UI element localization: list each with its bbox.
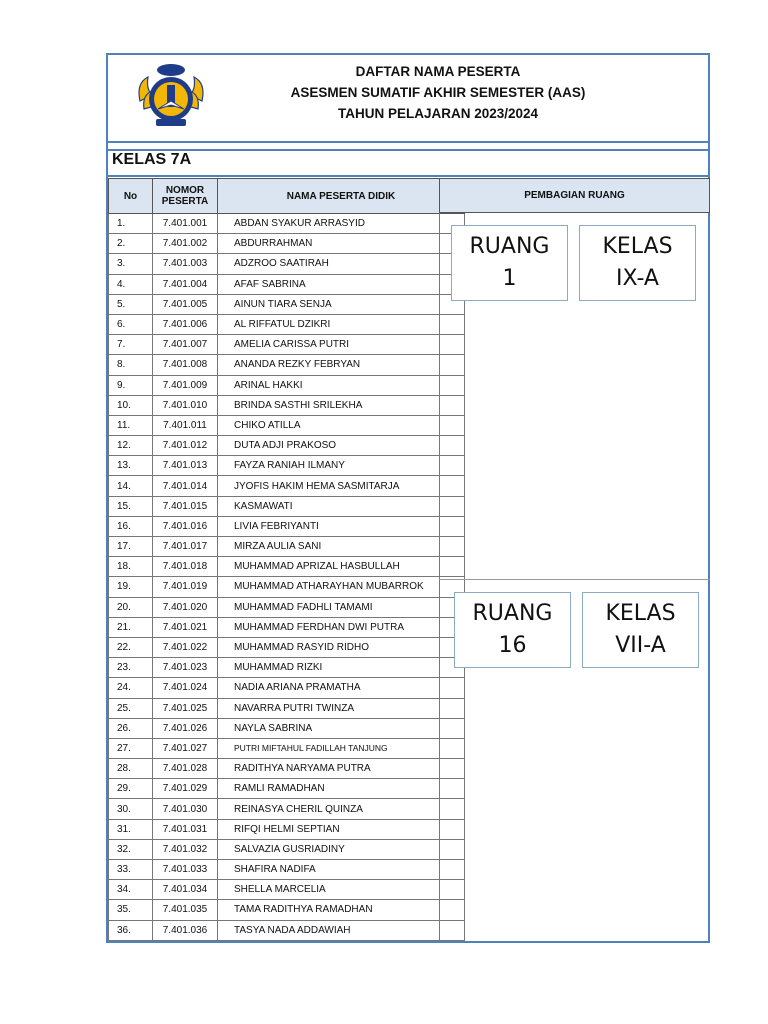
table-row (109, 436, 465, 456)
table-row (109, 395, 465, 415)
room-box-1 (451, 225, 568, 301)
room-label-2: RUANG (472, 601, 553, 626)
student-name: TAMA RADITHYA RAMADHAN (218, 900, 465, 920)
row-number: 7. (109, 335, 153, 355)
student-name: MUHAMMAD FERDHAN DWI PUTRA (218, 617, 465, 637)
title-line-1: DAFTAR NAMA PESERTA (355, 64, 521, 79)
participant-number: 7.401.001 (153, 214, 218, 234)
table-row (109, 456, 465, 476)
participant-number: 7.401.019 (153, 577, 218, 597)
row-number: 9. (109, 375, 153, 395)
table-row (109, 214, 465, 234)
row-number: 15. (109, 496, 153, 516)
student-name: REINASYA CHERIL QUINZA (218, 799, 465, 819)
header-divider-2 (108, 149, 708, 151)
row-number: 18. (109, 557, 153, 577)
student-table-body (109, 214, 465, 941)
row-number: 14. (109, 476, 153, 496)
table-row (109, 678, 465, 698)
student-name: RADITHYA NARYAMA PUTRA (218, 759, 465, 779)
row-number: 19. (109, 577, 153, 597)
participant-number: 7.401.004 (153, 274, 218, 294)
student-name: NAYLA SABRINA (218, 718, 465, 738)
column-header-no: No (109, 179, 153, 214)
row-number: 21. (109, 617, 153, 637)
participant-number: 7.401.008 (153, 355, 218, 375)
table-row (109, 738, 465, 758)
student-name: ADZROO SAATIRAH (218, 254, 465, 274)
student-name: ARINAL HAKKI (218, 375, 465, 395)
participant-number: 7.401.014 (153, 476, 218, 496)
table-row (109, 496, 465, 516)
row-number: 23. (109, 658, 153, 678)
row-number: 5. (109, 294, 153, 314)
participant-number: 7.401.009 (153, 375, 218, 395)
table-header-row (109, 179, 465, 214)
participant-number: 7.401.033 (153, 860, 218, 880)
table-row (109, 415, 465, 435)
row-number: 28. (109, 759, 153, 779)
title-line-3: TAHUN PELAJARAN 2023/2024 (337, 106, 539, 121)
participant-number: 7.401.011 (153, 415, 218, 435)
room-box-2 (454, 592, 571, 668)
class-label-1: KELAS (602, 234, 673, 259)
row-number: 35. (109, 900, 153, 920)
header-divider (108, 141, 708, 143)
table-row (109, 597, 465, 617)
student-name: SHELLA MARCELIA (218, 880, 465, 900)
table-row (109, 779, 465, 799)
participant-number: 7.401.016 (153, 516, 218, 536)
student-name: AFAF SABRINA (218, 274, 465, 294)
student-name: MUHAMMAD ATHARAYHAN MUBARROK (218, 577, 465, 597)
row-number: 16. (109, 516, 153, 536)
row-number: 12. (109, 436, 153, 456)
row-number: 11. (109, 415, 153, 435)
table-row (109, 759, 465, 779)
table-row (109, 860, 465, 880)
row-number: 2. (109, 234, 153, 254)
participant-number: 7.401.026 (153, 718, 218, 738)
table-row (109, 516, 465, 536)
participant-number: 7.401.035 (153, 900, 218, 920)
participant-number: 7.401.006 (153, 314, 218, 334)
row-number: 30. (109, 799, 153, 819)
student-name: RAMLI RAMADHAN (218, 779, 465, 799)
student-name: KASMAWATI (218, 496, 465, 516)
student-name: ANANDA REZKY FEBRYAN (218, 355, 465, 375)
participant-number: 7.401.010 (153, 395, 218, 415)
table-row (109, 819, 465, 839)
table-row (109, 314, 465, 334)
participant-number: 7.401.005 (153, 294, 218, 314)
row-number: 31. (109, 819, 153, 839)
student-name: FAYZA RANIAH ILMANY (218, 456, 465, 476)
row-number: 22. (109, 637, 153, 657)
table-row (109, 234, 465, 254)
table-row (109, 718, 465, 738)
student-name: MUHAMMAD APRIZAL HASBULLAH (218, 557, 465, 577)
participant-number: 7.401.022 (153, 637, 218, 657)
room-label-1: RUANG (469, 234, 550, 259)
participant-number: 7.401.023 (153, 658, 218, 678)
participant-number: 7.401.020 (153, 597, 218, 617)
school-logo-icon (134, 61, 208, 135)
participant-number: 7.401.021 (153, 617, 218, 637)
class-box-2 (582, 592, 699, 668)
class-box-1 (579, 225, 696, 301)
participant-number: 7.401.025 (153, 698, 218, 718)
column-header-nama: NAMA PESERTA DIDIK (218, 179, 465, 214)
room-number-1: 1 (502, 266, 517, 291)
table-row (109, 294, 465, 314)
row-number: 36. (109, 920, 153, 940)
participant-number: 7.401.015 (153, 496, 218, 516)
room-assignment-area (439, 213, 710, 943)
table-row (109, 375, 465, 395)
table-row (109, 637, 465, 657)
table-row (109, 698, 465, 718)
student-name: AL RIFFATUL DZIKRI (218, 314, 465, 334)
participant-number: 7.401.003 (153, 254, 218, 274)
row-number: 24. (109, 678, 153, 698)
room-group-divider (439, 579, 710, 580)
table-row (109, 537, 465, 557)
student-name: SALVAZIA GUSRIADINY (218, 839, 465, 859)
student-name: AMELIA CARISSA PUTRI (218, 335, 465, 355)
class-label-2: KELAS (605, 601, 676, 626)
table-row (109, 335, 465, 355)
participant-number: 7.401.018 (153, 557, 218, 577)
row-number: 8. (109, 355, 153, 375)
participant-number: 7.401.013 (153, 456, 218, 476)
row-number: 26. (109, 718, 153, 738)
table-row (109, 900, 465, 920)
participant-number: 7.401.028 (153, 759, 218, 779)
student-name: PUTRI MIFTAHUL FADILLAH TANJUNG (218, 738, 465, 758)
table-row (109, 799, 465, 819)
participant-number: 7.401.029 (153, 779, 218, 799)
student-name: MIRZA AULIA SANI (218, 537, 465, 557)
class-label: KELAS 7A (112, 151, 192, 168)
student-name: SHAFIRA NADIFA (218, 860, 465, 880)
row-number: 20. (109, 597, 153, 617)
column-header-nomor-line2: PESERTA (161, 196, 209, 207)
student-name: ABDAN SYAKUR ARRASYID (218, 214, 465, 234)
table-row (109, 557, 465, 577)
student-name: CHIKO ATILLA (218, 415, 465, 435)
table-row (109, 658, 465, 678)
participant-number: 7.401.002 (153, 234, 218, 254)
class-value-2: VII-A (615, 633, 666, 658)
table-row (109, 920, 465, 940)
student-name: MUHAMMAD FADHLI TAMAMI (218, 597, 465, 617)
table-row (109, 476, 465, 496)
participant-number: 7.401.027 (153, 738, 218, 758)
row-number: 13. (109, 456, 153, 476)
document-header (108, 55, 708, 141)
row-number: 10. (109, 395, 153, 415)
class-divider (108, 175, 708, 177)
student-name: JYOFIS HAKIM HEMA SASMITARJA (218, 476, 465, 496)
table-row (109, 274, 465, 294)
student-name: NADIA ARIANA PRAMATHA (218, 678, 465, 698)
title-line-2: ASESMEN SUMATIF AKHIR SEMESTER (AAS) (290, 85, 586, 100)
column-header-nomor-line1: NOMOR (165, 185, 205, 196)
class-value-1: IX-A (616, 266, 659, 291)
participant-number: 7.401.012 (153, 436, 218, 456)
table-row (109, 355, 465, 375)
row-number: 17. (109, 537, 153, 557)
participant-number: 7.401.017 (153, 537, 218, 557)
student-name: NAVARRA PUTRI TWINZA (218, 698, 465, 718)
participant-number: 7.401.024 (153, 678, 218, 698)
participant-number: 7.401.036 (153, 920, 218, 940)
student-name: AINUN TIARA SENJA (218, 294, 465, 314)
document-sheet (106, 53, 710, 943)
table-row (109, 254, 465, 274)
student-name: MUHAMMAD RASYID RIDHO (218, 637, 465, 657)
participant-number: 7.401.031 (153, 819, 218, 839)
row-number: 4. (109, 274, 153, 294)
document-title (208, 61, 668, 124)
student-name: MUHAMMAD RIZKI (218, 658, 465, 678)
row-number: 6. (109, 314, 153, 334)
participant-number: 7.401.030 (153, 799, 218, 819)
student-name: DUTA ADJI PRAKOSO (218, 436, 465, 456)
row-number: 1. (109, 214, 153, 234)
row-number: 27. (109, 738, 153, 758)
student-name: BRINDA SASTHI SRILEKHA (218, 395, 465, 415)
row-number: 25. (109, 698, 153, 718)
student-name: TASYA NADA ADDAWIAH (218, 920, 465, 940)
row-number: 34. (109, 880, 153, 900)
column-header-pembagian: PEMBAGIAN RUANG (439, 178, 710, 213)
student-table (108, 178, 465, 941)
participant-number: 7.401.032 (153, 839, 218, 859)
table-row (109, 839, 465, 859)
column-header-nomor (153, 179, 218, 214)
row-number: 33. (109, 860, 153, 880)
table-row (109, 577, 465, 597)
participant-number: 7.401.007 (153, 335, 218, 355)
student-name: RIFQI HELMI SEPTIAN (218, 819, 465, 839)
table-row (109, 617, 465, 637)
row-number: 32. (109, 839, 153, 859)
student-name: LIVIA FEBRIYANTI (218, 516, 465, 536)
table-row (109, 880, 465, 900)
row-number: 3. (109, 254, 153, 274)
row-number: 29. (109, 779, 153, 799)
student-name: ABDURRAHMAN (218, 234, 465, 254)
participant-number: 7.401.034 (153, 880, 218, 900)
room-number-2: 16 (498, 633, 527, 658)
